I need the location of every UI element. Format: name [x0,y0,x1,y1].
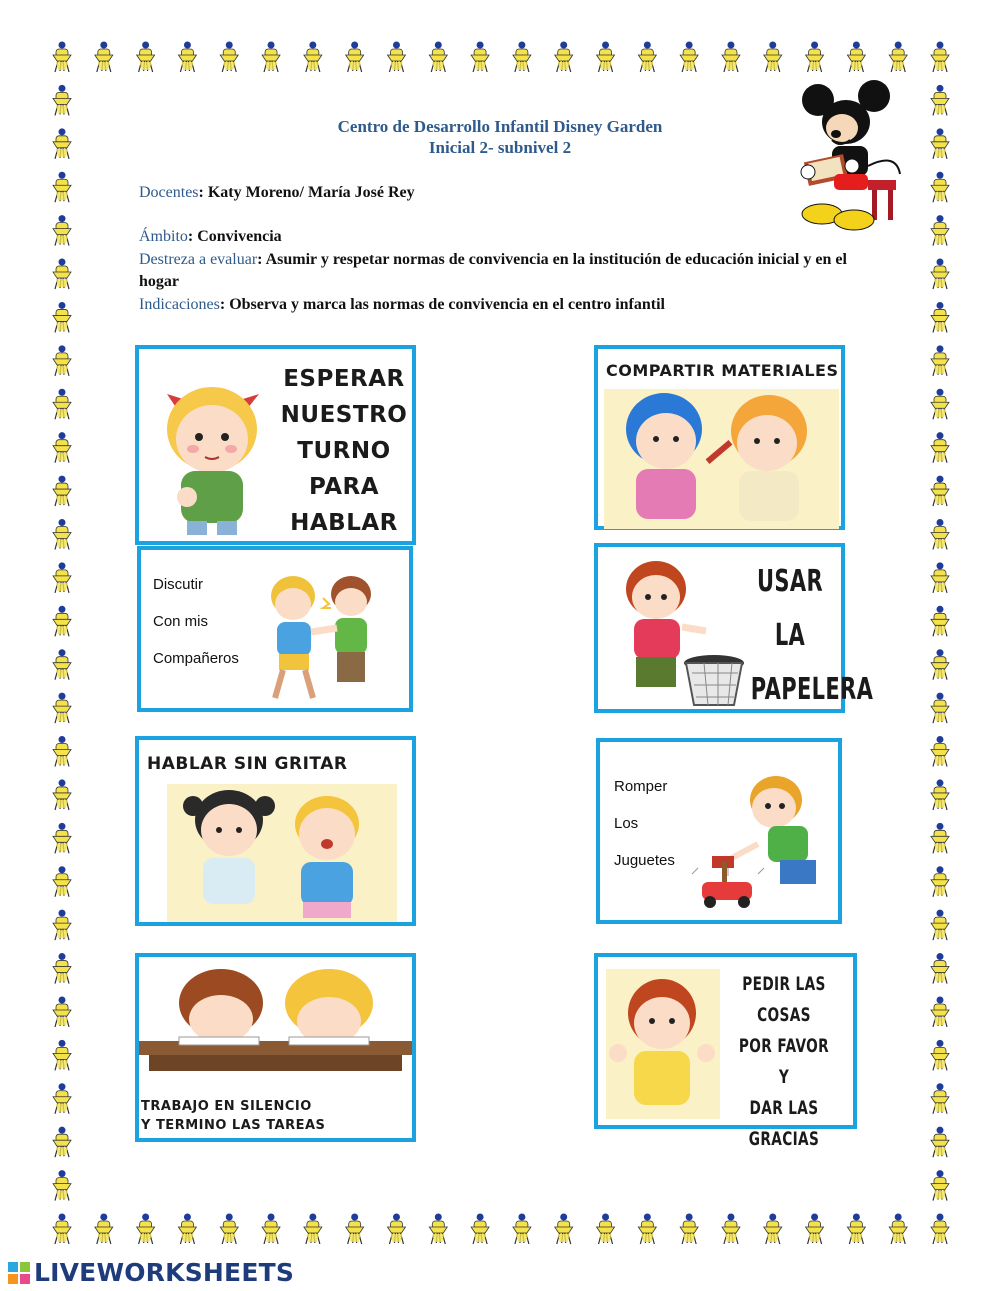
romper-line: Juguetes [614,852,675,869]
border-figure-icon [847,1214,865,1245]
kids-working-illustration [139,963,412,1103]
border-figure-icon [429,42,447,73]
border-figure-icon [931,736,949,767]
border-figure-icon [53,1170,71,1201]
border-figure-icon [931,779,949,810]
border-figure-icon [680,42,698,73]
border-figure-icon [513,1214,531,1245]
border-figure-icon [889,1214,907,1245]
border-figure-icon [53,693,71,724]
border-figure-icon [53,85,71,116]
border-figure-icon [471,42,489,73]
border-figure-icon [806,1214,824,1245]
border-figure-icon [95,42,113,73]
pedir-text [734,969,835,1155]
border-figure-icon [346,1214,364,1245]
discutir-line: Discutir [153,576,204,593]
girl-waiting-illustration [147,369,277,539]
card-compartir-materiales[interactable] [594,345,845,530]
pedir-line: POR FAVOR [738,1035,830,1057]
girl-asking-illustration [606,969,720,1119]
border-figure-icon [178,1214,196,1245]
border-figure-icon [931,953,949,984]
card-hablar-sin-gritar[interactable] [135,736,416,926]
card-trabajo-silencio[interactable] [135,953,416,1142]
papelera-line: PAPELERA [750,672,874,707]
border-figure-icon [137,1214,155,1245]
border-figure-icon [471,1214,489,1245]
border-figure-icon [555,1214,573,1245]
border-figure-icon [53,996,71,1026]
border-figure-icon [931,85,949,116]
border-figure-icon [304,42,322,73]
pedir-line: GRACIAS [748,1128,820,1150]
border-figure-icon [931,1127,949,1158]
border-figure-icon [53,606,71,637]
title-line-2: Inicial 2- subnivel 2 [428,138,572,157]
kid-trash-illustration [608,553,748,713]
destreza-value: : Asumir y respetar normas de convivencia en la institución de educación inicial y en el hogar [139,251,847,290]
kids-talking-illustration [167,784,397,922]
border-figure-icon [889,42,907,73]
border-figure-icon [931,432,949,463]
papelera-text [750,555,874,717]
border-figure-icon [53,345,71,376]
border-figure-icon [513,42,531,73]
border-figure-icon [931,823,949,854]
border-figure-icon [931,42,949,73]
border-figure-icon [53,1214,71,1245]
compartir-text: COMPARTIR MATERIALES [606,361,839,380]
border-figure-icon [220,1214,238,1245]
border-figure-icon [95,1214,113,1245]
border-figure-icon [806,42,824,73]
kids-sharing-illustration [604,389,839,529]
border-figure-icon [429,1214,447,1245]
esperar-text [279,361,409,541]
border-figure-icon [53,649,71,680]
border-figure-icon [346,42,364,73]
ambito-line [139,226,859,248]
border-figure-icon [53,519,71,550]
kid-breaking-toy-illustration [688,764,834,914]
card-romper-juguetes[interactable] [596,738,842,924]
esperar-line: TURNO [297,438,391,464]
border-figure-icon [764,42,782,73]
border-figure-icon [53,42,71,73]
border-figure-icon [931,215,949,246]
docentes-label: Docentes [139,184,199,201]
border-figure-icon [931,693,949,724]
card-usar-papelera[interactable] [594,543,874,713]
trabajo-line: TRABAJO EN SILENCIO [141,1099,312,1114]
border-figure-icon [680,1214,698,1245]
indicaciones-line [139,294,859,316]
border-figure-icon [53,302,71,333]
card-discutir[interactable] [137,546,413,712]
border-figure-icon [137,42,155,73]
border-figure-icon [597,1214,615,1245]
border-figure-icon [53,1040,71,1071]
border-figure-icon [931,259,949,290]
border-figure-icon [53,953,71,984]
papelera-line: USAR [756,564,823,599]
hablar-text: HABLAR SIN GRITAR [147,754,348,774]
border-figure-icon [931,476,949,507]
border-figure-icon [931,649,949,680]
border-figure-icon [931,172,949,203]
border-figure-icon [931,302,949,333]
border-figure-icon [638,42,656,73]
border-figure-icon [304,1214,322,1245]
border-figure-icon [931,1040,949,1071]
docentes-value: : Katy Moreno/ María José Rey [198,184,415,201]
border-figure-icon [53,1083,71,1114]
trabajo-text [141,1097,411,1135]
ambito-value: : Convivencia [187,228,282,245]
border-figure-icon [931,562,949,593]
romper-line: Los [614,815,639,832]
border-figure-icon [931,1083,949,1114]
border-figure-icon [931,866,949,897]
docentes-line [139,182,859,204]
ambito-label: Ámbito [139,228,188,245]
liveworksheets-logo[interactable]: LIVEWORKSHEETS [34,1258,295,1287]
border-figure-icon [555,42,573,73]
border-figure-icon [931,996,949,1026]
border-figure-icon [220,42,238,73]
border-figure-icon [931,1170,949,1201]
title-line-1: Centro de Desarrollo Infantil Disney Garden [337,117,663,136]
border-figure-icon [722,1214,740,1245]
border-figure-icon [53,866,71,897]
border-figure-icon [53,432,71,463]
border-figure-icon [931,345,949,376]
destreza-line [139,249,859,293]
border-figure-icon [597,42,615,73]
border-figure-icon [931,519,949,550]
indicaciones-value: : Observa y marca las normas de convivencia en el centro infantil [219,296,665,313]
border-figure-icon [53,172,71,203]
border-figure-icon [53,910,71,941]
border-figure-icon [931,910,949,941]
romper-line: Romper [614,778,668,795]
border-figure-icon [387,42,405,73]
liveworksheets-logo-icon [8,1262,30,1284]
border-figure-icon [53,215,71,246]
border-figure-icon [262,42,280,73]
discutir-text [153,576,239,687]
border-figure-icon [53,259,71,290]
esperar-line: NUESTRO [280,402,408,428]
pedir-line: Y [778,1066,790,1088]
papelera-line: LA [774,618,806,653]
mickey-reading-illustration [796,82,908,232]
border-figure-icon [53,476,71,507]
esperar-line: HABLAR [290,510,398,536]
card-esperar-turno[interactable] [135,345,416,545]
border-figure-icon [53,779,71,810]
kids-fighting-illustration [253,568,393,708]
border-figure-icon [638,1214,656,1245]
border-figure-icon [53,1127,71,1158]
discutir-line: Compañeros [153,650,239,667]
esperar-line: PARA [308,474,380,500]
border-figure-icon [53,736,71,767]
border-figure-icon [53,389,71,420]
destreza-label: Destreza a evaluar [139,251,258,268]
trabajo-line: Y TERMINO LAS TAREAS [141,1118,326,1133]
pedir-line: PEDIR LAS COSAS [742,973,826,1026]
border-figure-icon [847,42,865,73]
indicaciones-label: Indicaciones [139,296,220,313]
discutir-line: Con mis [153,613,209,630]
border-figure-icon [387,1214,405,1245]
border-figure-icon [722,42,740,73]
border-figure-icon [53,823,71,854]
romper-text [614,778,675,889]
border-figure-icon [262,1214,280,1245]
border-figure-icon [931,606,949,637]
pedir-line: DAR LAS [749,1097,819,1119]
card-pedir-por-favor[interactable] [594,953,857,1150]
border-figure-icon [53,562,71,593]
esperar-line: ESPERAR [283,366,405,392]
border-figure-icon [931,389,949,420]
border-figure-icon [931,1214,949,1245]
border-figure-icon [764,1214,782,1245]
border-figure-icon [178,42,196,73]
